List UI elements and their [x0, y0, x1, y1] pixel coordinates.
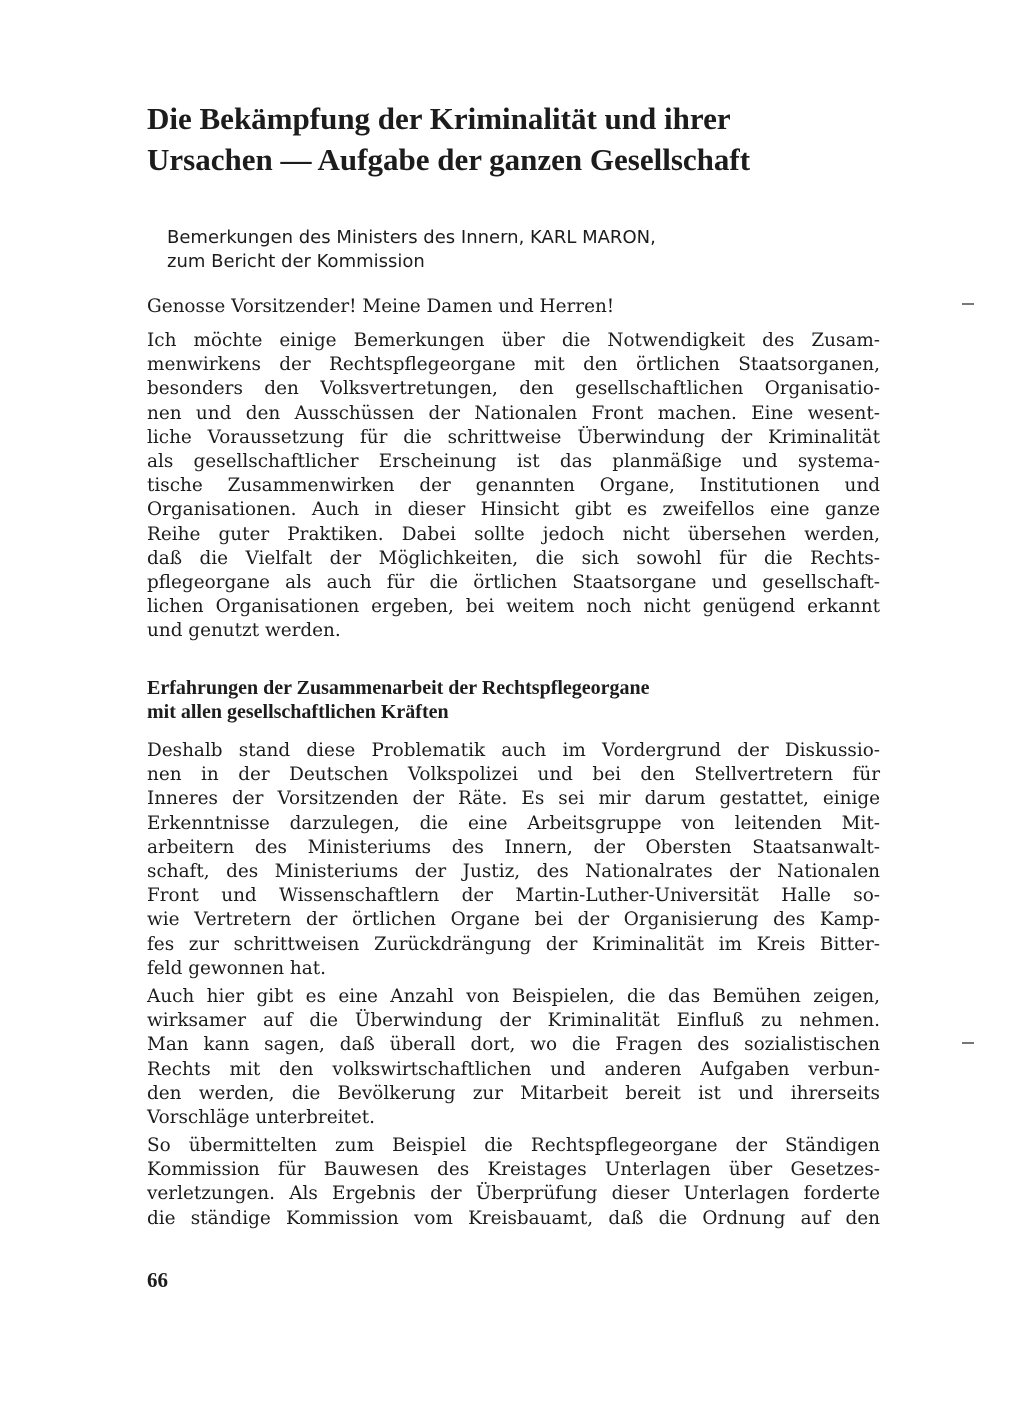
- paragraph-line: und genutzt werden.: [147, 620, 341, 642]
- paragraph-line: fes zur schrittweisen Zurückdrängung der Kriminalität im Kreis Bitter-: [147, 933, 880, 955]
- margin-mark: [962, 1042, 974, 1044]
- subtitle-line-1: Bemerkungen des Ministers des Innern, KARL MARON,: [167, 227, 656, 248]
- paragraph-line: Erkenntnisse darzulegen, die eine Arbeitsgruppe von leitenden Mit-: [147, 812, 880, 834]
- paragraph-line: nen in der Deutschen Volkspolizei und bei den Stellvertretern für: [147, 764, 880, 786]
- paragraph-line: Auch hier gibt es eine Anzahl von Beispielen, die das Bemühen zeigen,: [147, 986, 880, 1007]
- title-line-1: Die Bekämpfung der Kriminalität und ihrer: [147, 101, 731, 136]
- paragraph-line: Man kann sagen, daß überall dort, wo die Fragen des sozialistischen: [147, 1034, 880, 1056]
- paragraph-line: den werden, die Bevölkerung zur Mitarbeit bereit ist und ihrerseits: [147, 1082, 880, 1104]
- paragraph-line: als gesellschaftlicher Erscheinung ist das planmäßige und systema-: [147, 450, 880, 472]
- paragraph-line: die ständige Kommission vom Kreisbauamt, daß die Ordnung auf den: [147, 1207, 880, 1229]
- margin-mark: [962, 303, 974, 305]
- paragraph-line: daß die Vielfalt der Möglichkeiten, die sich sowohl für die Rechts-: [147, 547, 880, 569]
- paragraph-line: tische Zusammenwirken der genannten Organe, Institutionen und: [147, 475, 880, 497]
- paragraph-line: Reihe guter Praktiken. Dabei sollte jedoch nicht übersehen werden,: [147, 523, 880, 545]
- title-line-2: Ursachen — Aufgabe der ganzen Gesellschaft: [147, 142, 751, 177]
- paragraph-line: nen und den Ausschüssen der Nationalen Front machen. Eine wesent-: [147, 402, 880, 424]
- subtitle-line-2: zum Bericht der Kommission: [167, 251, 425, 272]
- paragraph-line: wirksamer auf die Überwindung der Kriminalität Einfluß zu nehmen.: [147, 1010, 880, 1032]
- paragraph-line: menwirkens der Rechtspflegeorgane mit den örtlichen Staatsorganen,: [147, 354, 880, 376]
- paragraph-line: Organisationen. Auch in dieser Hinsicht gibt es zweifellos eine ganze: [147, 499, 880, 521]
- paragraph-line: feld gewonnen hat.: [147, 957, 326, 979]
- paragraph-2: [147, 739, 880, 981]
- section-heading-line-1: Erfahrungen der Zusammenarbeit der Rechtspflegeorgane: [147, 677, 650, 699]
- paragraph-line: liche Voraussetzung für die schrittweise Überwindung der Kriminalität: [147, 426, 880, 448]
- paragraph-4: [147, 1134, 880, 1231]
- paragraph-line: Inneres der Vorsitzenden der Räte. Es sei mir darum gestattet, einige: [147, 788, 880, 810]
- paragraph-line: So übermittelten zum Beispiel die Rechtspflegeorgane der Ständigen: [147, 1135, 880, 1156]
- paragraph-line: Vorschläge unterbreitet.: [147, 1106, 375, 1128]
- paragraph-line: Deshalb stand diese Problematik auch im Vordergrund der Diskussio-: [147, 740, 880, 761]
- article-subtitle: [167, 226, 656, 274]
- page-number: 66: [147, 1268, 168, 1292]
- section-heading: [147, 676, 650, 724]
- article-title: [147, 98, 847, 180]
- salutation: Genosse Vorsitzender! Meine Damen und Herren!: [147, 296, 615, 317]
- paragraph-line: schaft, des Ministeriums der Justiz, des Nationalrates der Nationalen: [147, 860, 880, 882]
- paragraph-line: besonders den Volksvertretungen, den gesellschaftlichen Organisatio-: [147, 378, 880, 400]
- paragraph-line: Kommission für Bauwesen des Kreistages Unterlagen über Gesetzes-: [147, 1159, 880, 1181]
- paragraph-3: [147, 985, 880, 1130]
- paragraph-line: wie Vertretern der örtlichen Organe bei der Organisierung des Kamp-: [147, 909, 880, 931]
- paragraph-line: lichen Organisationen ergeben, bei weitem noch nicht genügend erkannt: [147, 596, 880, 618]
- paragraph-line: Front und Wissenschaftlern der Martin-Luther-Universität Halle so-: [147, 885, 880, 907]
- paragraph-line: Ich möchte einige Bemerkungen über die Notwendigkeit des Zusam-: [147, 330, 880, 351]
- paragraph-line: Rechts mit den volkswirtschaftlichen und anderen Aufgaben verbun-: [147, 1058, 880, 1080]
- paragraph-1: [147, 329, 880, 643]
- paragraph-line: pflegeorgane als auch für die örtlichen Staatsorgane und gesellschaft-: [147, 571, 880, 593]
- paragraph-line: verletzungen. Als Ergebnis der Überprüfung dieser Unterlagen forderte: [147, 1183, 880, 1205]
- paragraph-line: arbeitern des Ministeriums des Innern, der Obersten Staatsanwalt-: [147, 836, 880, 858]
- section-heading-line-2: mit allen gesellschaftlichen Kräften: [147, 701, 449, 723]
